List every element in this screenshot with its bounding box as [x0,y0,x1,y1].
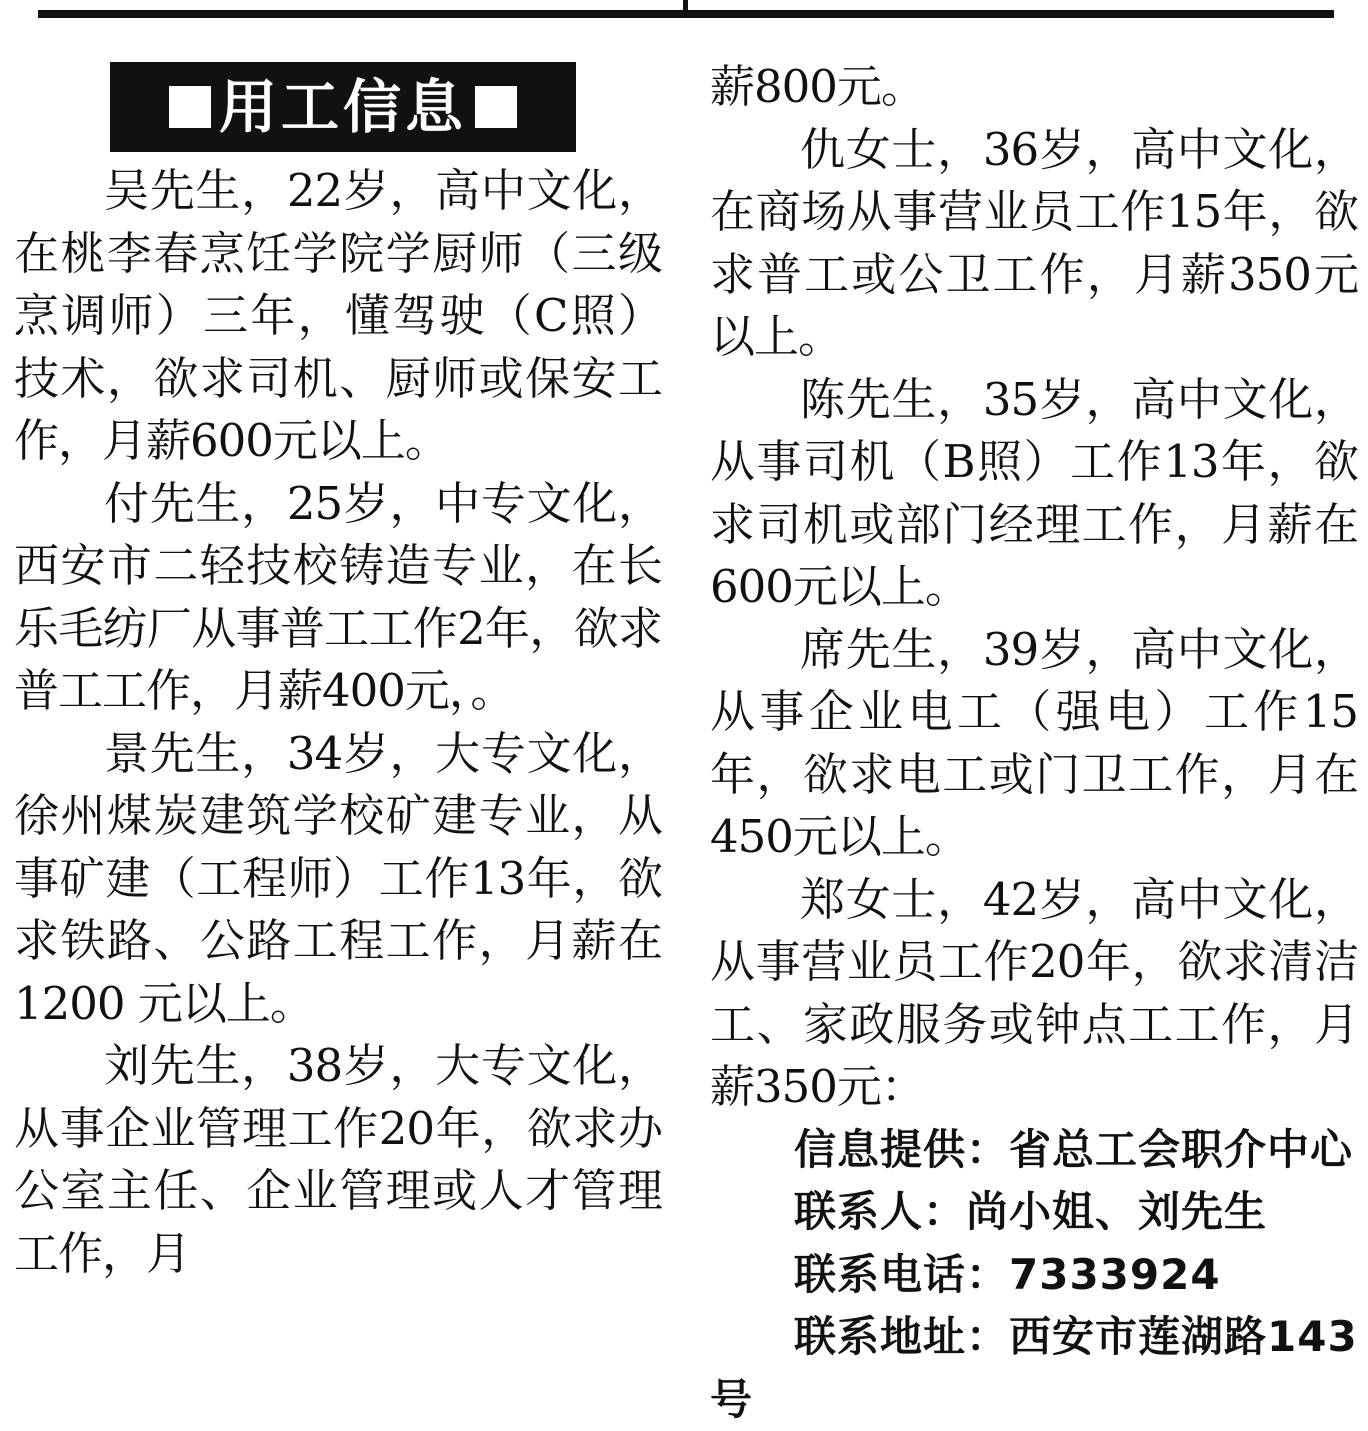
job-seeker-entry: 席先生，39岁，高中文化，从事企业电工（强电）工作15年，欲求电工或门卫工作，月在450元以上。 [710,622,1358,863]
left-column [14,58,662,1285]
contact-person: 联系人：尚小姐、刘先生 [794,1187,1268,1236]
contact-address: 联系地址：西安市莲湖路143号 [710,1312,1358,1424]
square-bullet-icon [475,86,517,128]
info-provider: 信息提供：省总工会职介中心 [794,1124,1354,1174]
job-seeker-entry: 刘先生，38岁，大专文化，从事企业管理工作20年，欲求办公室主任、企业管理或人才管理工作，月 [14,1039,662,1280]
contact-phone: 联系电话：7333924 [794,1249,1221,1299]
section-heading-text: 用工信息 [218,72,467,141]
square-bullet-icon [169,86,211,128]
job-seeker-entry: 付先生，25岁，中专文化，西安市二轻技校铸造专业，在长乐毛纺厂从事普工工作2年，欲求普工工作，月薪400元，。 [14,476,662,717]
job-seeker-entry: 吴先生，22岁，高中文化，在桃李春烹饪学院学厨师（三级烹调师）三年，懂驾驶（C照）技术，欲求司机、厨师或保安工作，月薪600元以上。 [14,164,662,467]
right-column [710,56,1358,1431]
column-divider-tick [683,0,688,16]
section-heading [110,62,576,152]
job-seeker-entry: 陈先生，35岁，高中文化，从事司机（B照）工作13年，欲求司机或部门经理工作，月薪在600元以上。 [710,372,1358,613]
entry-continuation: 薪800元。 [710,60,925,113]
job-seeker-entry: 郑女士，42岁，高中文化，从事营业员工作20年，欲求清洁工、家政服务或钟点工工作，月薪350元： [710,872,1358,1113]
job-seeker-entry: 景先生，34岁，大专文化，徐州煤炭建筑学校矿建专业，从事矿建（工程师）工作13年，欲求铁路、公路工程工作，月薪在1200 元以上。 [14,726,662,1030]
job-seeker-entry: 仇女士，36岁，高中文化，在商场从事营业员工作15年，欲求普工或公卫工作，月薪350元以上。 [710,122,1358,363]
